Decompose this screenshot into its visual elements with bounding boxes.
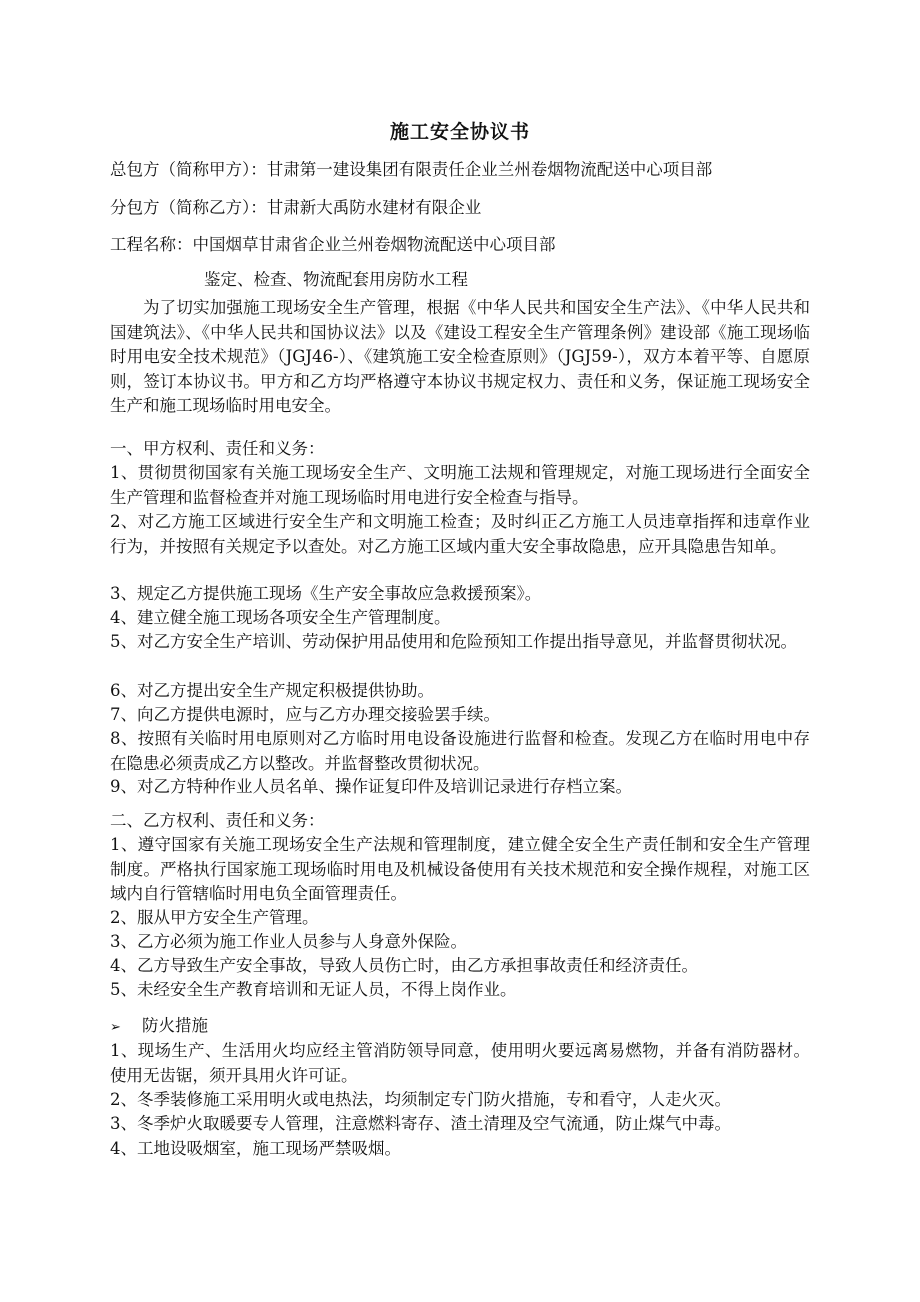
section1-item-4: 4、建立健全施工现场各项安全生产管理制度。 — [110, 608, 451, 627]
document-title: 施工安全协议书 — [389, 121, 530, 143]
section1-item-2: 2、对乙方施工区域进行安全生产和文明施工检查；及时纠正乙方施工人员违章指挥和违章作业行为，并按照有关规定予以查处。对乙方施工区域内重大安全事故隐患，应开具隐患告知单。 — [110, 512, 810, 556]
intro-paragraph: 为了切实加强施工现场安全生产管理，根据《中华人民共和国安全生产法》、《中华人民共和国建筑法》、《中华人民共和国协议法》以及《建设工程安全生产管理条例》建设部《施工现场临时用电安全技术规范》（JGJ46-）、《建筑施工安全检查原则》（JGJ59-），双方本着平等、自愿原则，签订本协议书。甲方和乙方均严格遵守本协议书规定权力、责任和义务，保证施工现场安全生产和施工现场临时用电安全。 — [110, 298, 810, 415]
section1-item-6: 6、对乙方提出安全生产规定积极提供协助。 — [110, 681, 434, 700]
section1-heading: 一、甲方权利、责任和义务： — [110, 439, 325, 458]
section1-item-1: 1、贯彻贯彻国家有关施工现场安全生产、文明施工法规和管理规定，对施工现场进行全面安全生产管理和监督检查并对施工现场临时用电进行安全检查与指导。 — [110, 463, 810, 507]
project-name-line: 工程名称：中国烟草甘肃省企业兰州卷烟物流配送中心项目部 — [110, 235, 556, 254]
section2-item-4: 4、乙方导致生产安全事故，导致人员伤亡时，由乙方承担事故责任和经济责任。 — [110, 956, 698, 975]
section3-item-4: 4、工地设吸烟室，施工现场严禁吸烟。 — [110, 1139, 401, 1158]
section3-item-2: 2、冬季装修施工采用明火或电热法，均须制定专门防火措施，专和看守，人走火灭。 — [110, 1090, 731, 1109]
section3-item-3: 3、冬季炉火取暖要专人管理，注意燃料寄存、渣土清理及空气流通，防止煤气中毒。 — [110, 1114, 731, 1133]
section3-item-1: 1、现场生产、生活用火均应经主管消防领导同意，使用明火要远离易燃物，并备有消防器材。使用无齿锯，须开具用火许可证。 — [110, 1041, 810, 1085]
section2-item-1: 1、遵守国家有关施工现场安全生产法规和管理制度，建立健全安全生产责任制和安全生产管理制度。严格执行国家施工现场临时用电及机械设备使用有关技术规范和安全操作规程，对施工区域内自行管辖临时用电负全面管理责任。 — [110, 835, 810, 903]
section1-item-9: 9、对乙方特种作业人员名单、操作证复印件及培训记录进行存档立案。 — [110, 777, 632, 796]
party-b-line: 分包方（简称乙方）：甘肃新大禹防水建材有限企业 — [110, 198, 482, 217]
project-name-continuation: 鉴定、检查、物流配套用房防水工程 — [204, 270, 468, 289]
section2-item-5: 5、未经安全生产教育培训和无证人员，不得上岗作业。 — [110, 980, 517, 999]
section2-item-2: 2、服从甲方安全生产管理。 — [110, 908, 319, 927]
section2-heading: 二、乙方权利、责任和义务： — [110, 811, 325, 830]
party-a-line: 总包方（简称甲方）：甘肃第一建设集团有限责任企业兰州卷烟物流配送中心项目部 — [110, 160, 713, 179]
section1-item-5: 5、对乙方安全生产培训、劳动保护用品使用和危险预知工作提出指导意见，并监督贯彻状况。 — [110, 632, 797, 651]
section1-item-3: 3、规定乙方提供施工现场《生产安全事故应急救援预案》。 — [110, 584, 542, 603]
arrow-bullet-icon: ➢ — [110, 1020, 121, 1035]
section1-item-8: 8、按照有关临时用电原则对乙方临时用电设备设施进行监督和检查。发现乙方在临时用电中存在隐患必须责成乙方以整改。并监督整改贯彻状况。 — [110, 729, 810, 773]
section1-item-7: 7、向乙方提供电源时，应与乙方办理交接验罢手续。 — [110, 705, 500, 724]
section2-item-3: 3、乙方必须为施工作业人员参与人身意外保险。 — [110, 932, 467, 951]
section3-heading-line — [110, 1014, 208, 1041]
section3-heading: 防火措施 — [142, 1016, 208, 1035]
